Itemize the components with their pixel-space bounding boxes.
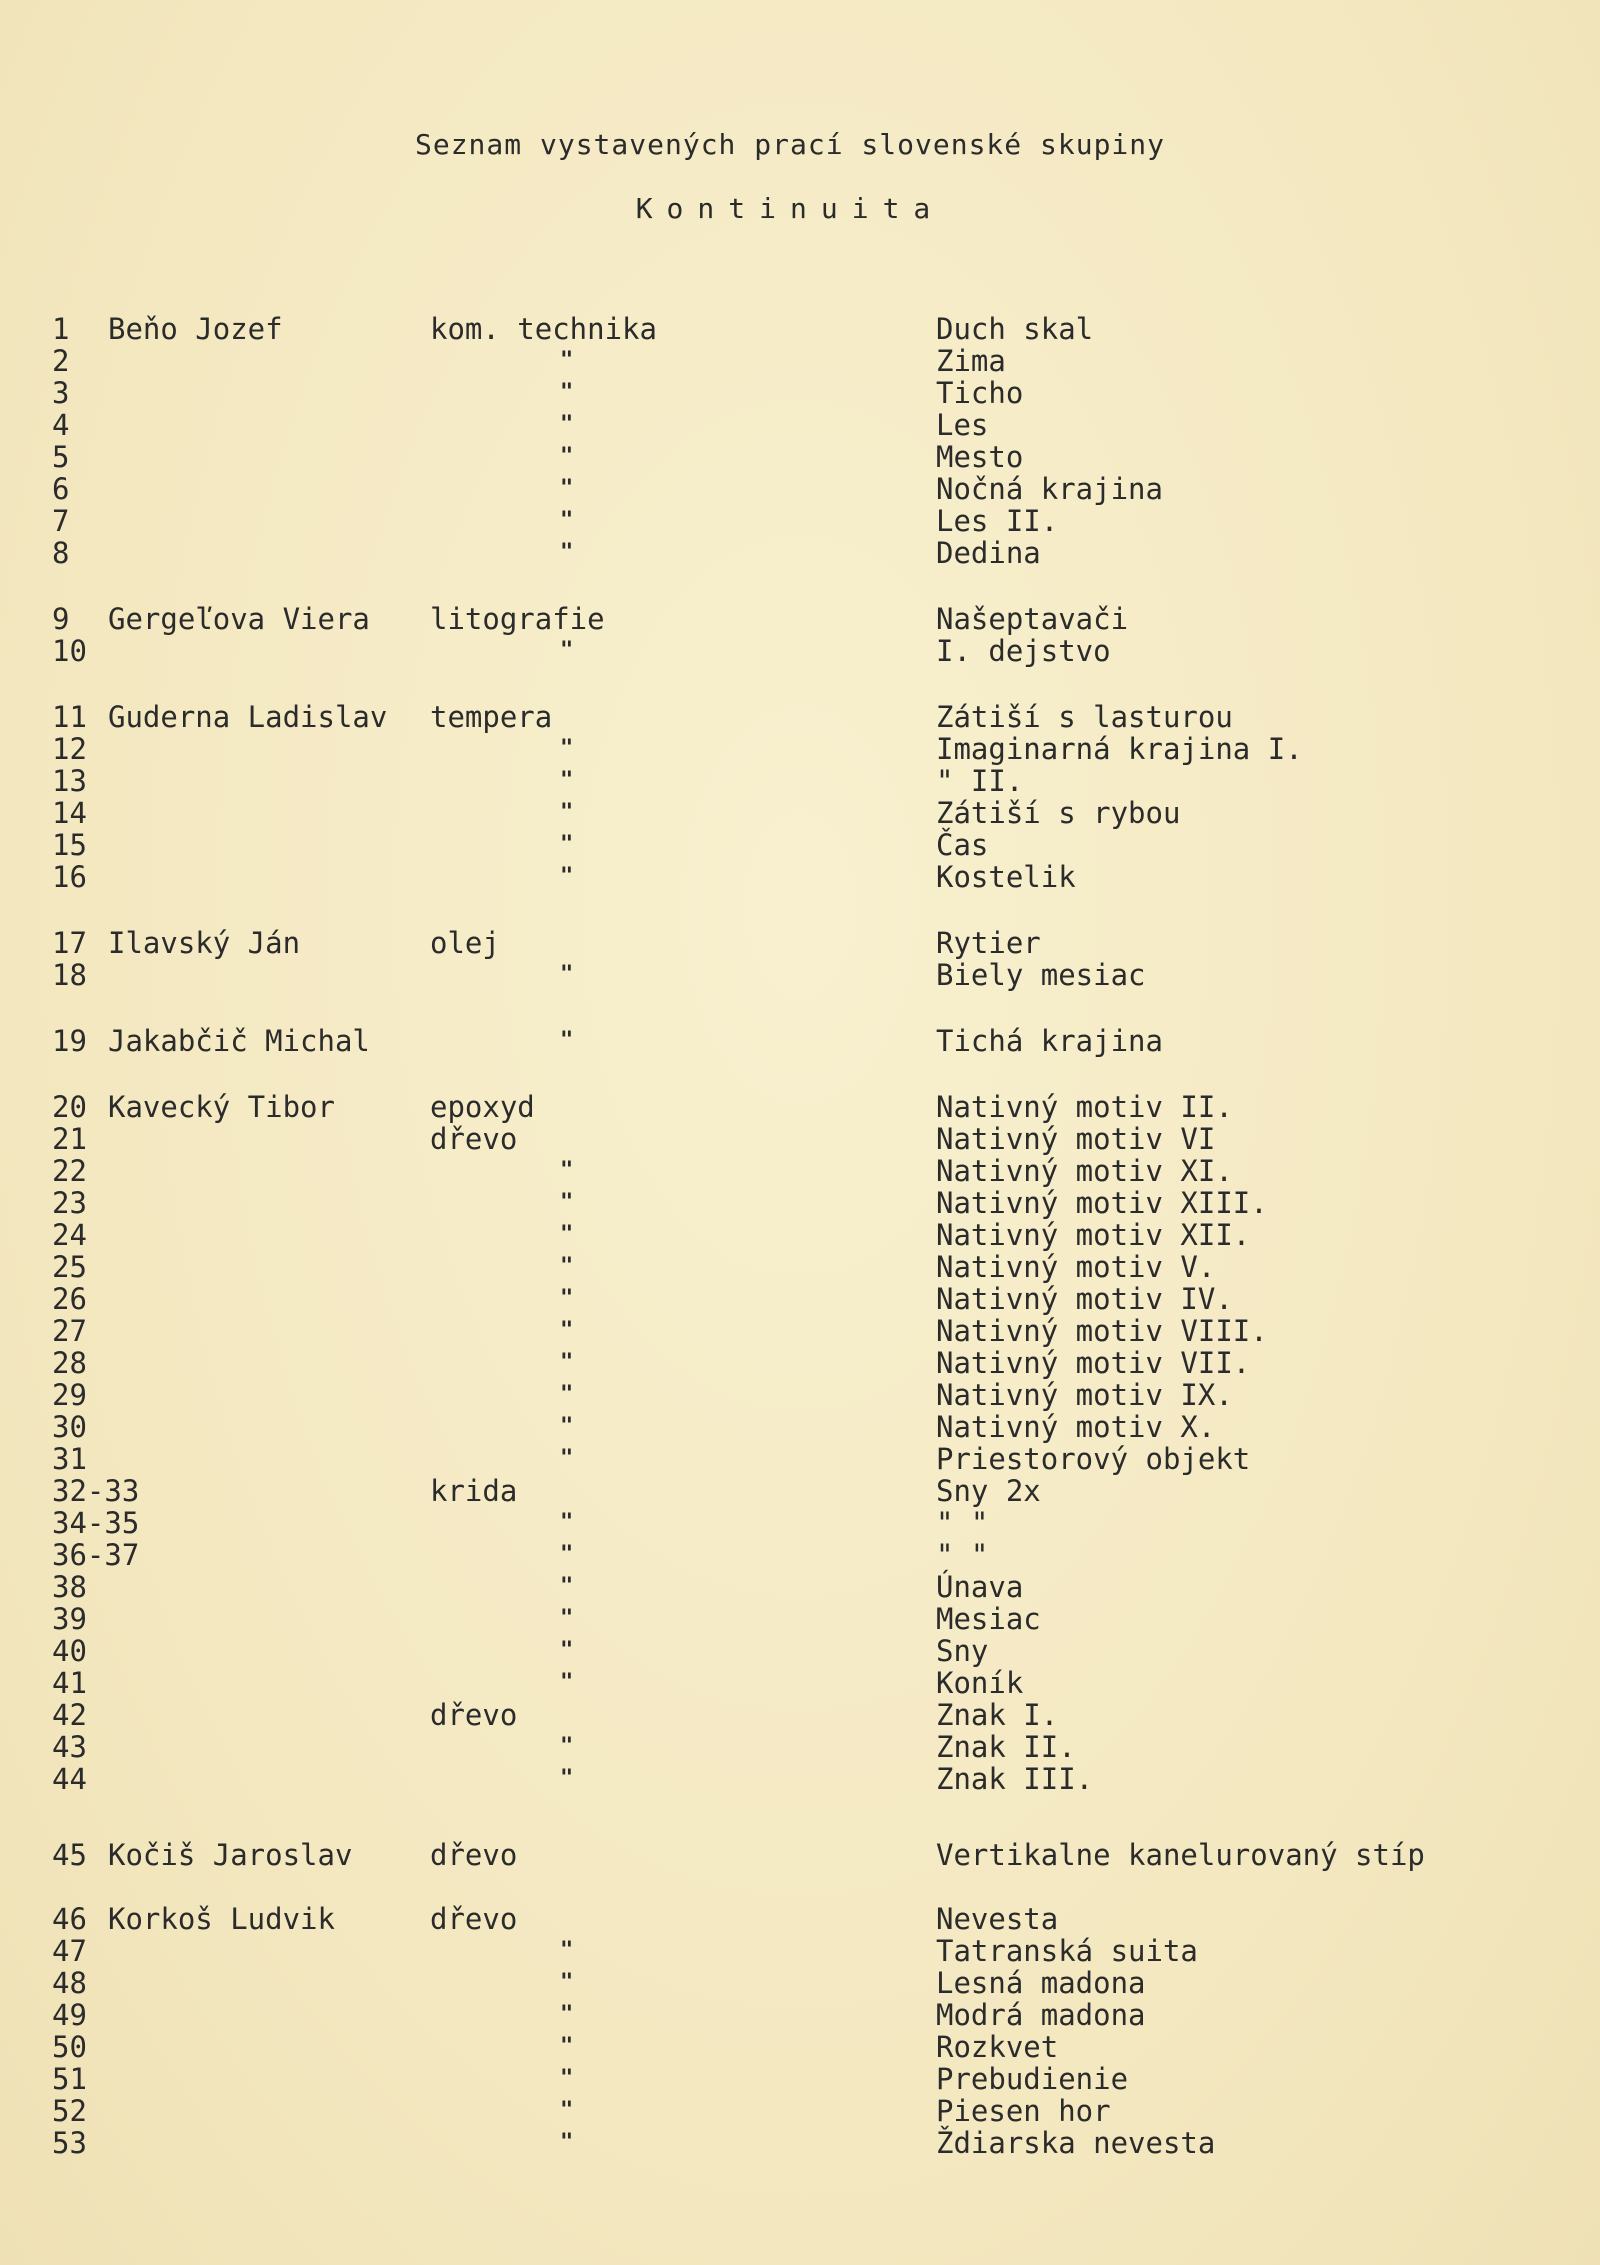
ditto-mark: " <box>560 1318 574 1343</box>
ditto-mark: " <box>560 1350 574 1375</box>
work-title: Zátiší s rybou <box>936 796 1181 830</box>
technique: dřevo <box>430 1698 518 1732</box>
item-number: 5 <box>52 440 70 474</box>
artist-name: Jakabčič Michal <box>108 1024 370 1058</box>
item-number: 42 <box>52 1698 87 1732</box>
work-title: Zátiší s lasturou <box>936 700 1233 734</box>
list-item <box>0 1666 1600 1700</box>
work-title: Modrá madona <box>936 1998 1146 2032</box>
item-number: 44 <box>52 1762 87 1796</box>
list-item <box>0 408 1600 442</box>
item-number: 11 <box>52 700 87 734</box>
list-item <box>0 860 1600 894</box>
artist-name: Guderna Ladislav <box>108 700 388 734</box>
ditto-mark: " <box>560 1970 574 1995</box>
ditto-mark: " <box>560 380 574 405</box>
item-number: 28 <box>52 1346 87 1380</box>
item-number: 15 <box>52 828 87 862</box>
ditto-mark: " <box>560 1414 574 1439</box>
list-item <box>0 1410 1600 1444</box>
ditto-mark: " <box>560 1510 574 1535</box>
list-item <box>0 700 1600 734</box>
list-item <box>0 1998 1600 2032</box>
list-item <box>0 1346 1600 1380</box>
item-number: 40 <box>52 1634 87 1668</box>
list-item <box>0 1090 1600 1124</box>
item-number: 20 <box>52 1090 87 1124</box>
work-title: Nativný motiv XI. <box>936 1154 1233 1188</box>
list-item <box>0 2126 1600 2160</box>
item-number: 16 <box>52 860 87 894</box>
list-item <box>0 764 1600 798</box>
list-item <box>0 1730 1600 1764</box>
list-item <box>0 926 1600 960</box>
ditto-mark: " <box>560 508 574 533</box>
ditto-mark: " <box>560 638 574 663</box>
item-number: 38 <box>52 1570 87 1604</box>
technique: dřevo <box>430 1122 518 1156</box>
list-item <box>0 344 1600 378</box>
list-item <box>0 472 1600 506</box>
ditto-mark: " <box>560 1028 574 1053</box>
ditto-mark: " <box>560 736 574 761</box>
ditto-mark: " <box>560 1542 574 1567</box>
item-number: 21 <box>52 1122 87 1156</box>
work-title: Imaginarná krajina I. <box>936 732 1303 766</box>
list-item <box>0 1282 1600 1316</box>
item-number: 8 <box>52 536 70 570</box>
document-title: Seznam vystavených prací slovenské skupiny <box>414 128 1165 161</box>
list-item <box>0 1378 1600 1412</box>
item-number: 24 <box>52 1218 87 1252</box>
work-title: Dedina <box>936 536 1041 570</box>
work-title: " " <box>936 1538 989 1572</box>
ditto-mark: " <box>560 1190 574 1215</box>
item-number: 50 <box>52 2030 87 2064</box>
item-number: 53 <box>52 2126 87 2160</box>
work-title: Nativný motiv IV. <box>936 1282 1233 1316</box>
ditto-mark: " <box>560 864 574 889</box>
work-title: Tichá krajina <box>936 1024 1163 1058</box>
item-number: 10 <box>52 634 87 668</box>
ditto-mark: " <box>560 800 574 825</box>
list-item <box>0 1506 1600 1540</box>
list-item <box>0 440 1600 474</box>
list-item <box>0 828 1600 862</box>
ditto-mark: " <box>560 962 574 987</box>
work-title: Piesen hor <box>936 2094 1111 2128</box>
list-item <box>0 2094 1600 2128</box>
item-number: 3 <box>52 376 70 410</box>
ditto-mark: " <box>560 1574 574 1599</box>
work-title: Zima <box>936 344 1006 378</box>
ditto-mark: " <box>560 540 574 565</box>
list-item <box>0 2062 1600 2096</box>
ditto-mark: " <box>560 2098 574 2123</box>
list-item <box>0 634 1600 668</box>
item-number: 14 <box>52 796 87 830</box>
item-number: 6 <box>52 472 70 506</box>
work-title: Únava <box>936 1570 1024 1604</box>
item-number: 30 <box>52 1410 87 1444</box>
ditto-mark: " <box>560 1638 574 1663</box>
ditto-mark: " <box>560 444 574 469</box>
work-title: Sny 2x <box>936 1474 1041 1508</box>
ditto-mark: " <box>560 1382 574 1407</box>
ditto-mark: " <box>560 1734 574 1759</box>
item-number: 7 <box>52 504 70 538</box>
list-item <box>0 1762 1600 1796</box>
work-title: " " <box>936 1506 989 1540</box>
list-item <box>0 1218 1600 1252</box>
work-title: Tatranská suita <box>936 1934 1198 1968</box>
work-title: Ždiarska nevesta <box>936 2126 1216 2160</box>
ditto-mark: " <box>560 1938 574 1963</box>
work-title: Nativný motiv VII. <box>936 1346 1251 1380</box>
work-title: Biely mesiac <box>936 958 1146 992</box>
work-title: Nativný motiv XIII. <box>936 1186 1268 1220</box>
technique: tempera <box>430 700 553 734</box>
ditto-mark: " <box>560 1446 574 1471</box>
list-item <box>0 1634 1600 1668</box>
ditto-mark: " <box>560 1286 574 1311</box>
work-title: Čas <box>936 828 989 862</box>
list-item <box>0 1838 1600 1872</box>
list-item <box>0 958 1600 992</box>
technique: kom. technika <box>430 312 657 346</box>
list-item <box>0 732 1600 766</box>
ditto-mark: " <box>560 2130 574 2155</box>
item-number: 41 <box>52 1666 87 1700</box>
work-title: Našeptavači <box>936 602 1129 636</box>
item-number: 31 <box>52 1442 87 1476</box>
list-item <box>0 796 1600 830</box>
item-number: 32-33 <box>52 1474 140 1508</box>
work-title: Sny <box>936 1634 989 1668</box>
item-number: 43 <box>52 1730 87 1764</box>
list-item <box>0 1314 1600 1348</box>
work-title: Nevesta <box>936 1902 1059 1936</box>
ditto-mark: " <box>560 2034 574 2059</box>
list-item <box>0 1698 1600 1732</box>
item-number: 46 <box>52 1902 87 1936</box>
work-title: Ticho <box>936 376 1024 410</box>
item-number: 18 <box>52 958 87 992</box>
ditto-mark: " <box>560 1606 574 1631</box>
artist-name: Kavecký Tibor <box>108 1090 335 1124</box>
ditto-mark: " <box>560 476 574 501</box>
work-title: Les <box>936 408 989 442</box>
work-title: Prebudienie <box>936 2062 1129 2096</box>
list-item <box>0 1902 1600 1936</box>
list-item <box>0 1538 1600 1572</box>
list-item <box>0 1934 1600 1968</box>
list-item <box>0 602 1600 636</box>
document-subtitle: Kontinuita <box>635 192 945 225</box>
work-title: Nativný motiv XII. <box>936 1218 1251 1252</box>
work-title: Rytier <box>936 926 1041 960</box>
work-title: Nočná krajina <box>936 472 1163 506</box>
item-number: 48 <box>52 1966 87 2000</box>
technique: dřevo <box>430 1838 518 1872</box>
work-title: Znak III. <box>936 1762 1094 1796</box>
artist-name: Ilavský Ján <box>108 926 301 960</box>
work-title: " II. <box>936 764 1024 798</box>
work-title: Lesná madona <box>936 1966 1146 2000</box>
ditto-mark: " <box>560 1670 574 1695</box>
list-item <box>0 536 1600 570</box>
work-title: Duch skal <box>936 312 1094 346</box>
list-item <box>0 1570 1600 1604</box>
list-item <box>0 312 1600 346</box>
ditto-mark: " <box>560 832 574 857</box>
list-item <box>0 504 1600 538</box>
list-item <box>0 1442 1600 1476</box>
list-item <box>0 376 1600 410</box>
item-number: 49 <box>52 1998 87 2032</box>
item-number: 29 <box>52 1378 87 1412</box>
work-title: Koník <box>936 1666 1024 1700</box>
item-number: 26 <box>52 1282 87 1316</box>
item-number: 12 <box>52 732 87 766</box>
work-title: Nativný motiv II. <box>936 1090 1233 1124</box>
item-number: 1 <box>52 312 70 346</box>
item-number: 52 <box>52 2094 87 2128</box>
list-item <box>0 1250 1600 1284</box>
list-item <box>0 1602 1600 1636</box>
work-title: Mesto <box>936 440 1024 474</box>
list-item <box>0 2030 1600 2064</box>
list-item <box>0 1154 1600 1188</box>
artist-name: Kočiš Jaroslav <box>108 1838 353 1872</box>
ditto-mark: " <box>560 412 574 437</box>
work-title: Kostelik <box>936 860 1076 894</box>
artist-name: Gergeľova Viera <box>108 602 370 636</box>
item-number: 27 <box>52 1314 87 1348</box>
work-title: Nativný motiv IX. <box>936 1378 1233 1412</box>
ditto-mark: " <box>560 1158 574 1183</box>
item-number: 2 <box>52 344 70 378</box>
work-title: Znak I. <box>936 1698 1059 1732</box>
work-title: Nativný motiv V. <box>936 1250 1216 1284</box>
ditto-mark: " <box>560 1222 574 1247</box>
list-item <box>0 1186 1600 1220</box>
technique: litografie <box>430 602 605 636</box>
item-number: 19 <box>52 1024 87 1058</box>
work-title: Nativný motiv X. <box>936 1410 1216 1444</box>
ditto-mark: " <box>560 1766 574 1791</box>
item-number: 45 <box>52 1838 87 1872</box>
technique: krida <box>430 1474 518 1508</box>
item-number: 47 <box>52 1934 87 1968</box>
item-number: 51 <box>52 2062 87 2096</box>
work-title: Vertikalne kanelurovaný stíp <box>936 1838 1425 1872</box>
artist-name: Korkoš Ludvik <box>108 1902 335 1936</box>
work-title: Nativný motiv VIII. <box>936 1314 1268 1348</box>
technique: olej <box>430 926 500 960</box>
ditto-mark: " <box>560 2066 574 2091</box>
item-number: 39 <box>52 1602 87 1636</box>
ditto-mark: " <box>560 348 574 373</box>
ditto-mark: " <box>560 1254 574 1279</box>
item-number: 22 <box>52 1154 87 1188</box>
work-title: Rozkvet <box>936 2030 1059 2064</box>
ditto-mark: " <box>560 2002 574 2027</box>
list-item <box>0 1024 1600 1058</box>
item-number: 17 <box>52 926 87 960</box>
work-title: Nativný motiv VI <box>936 1122 1216 1156</box>
work-title: Mesiac <box>936 1602 1041 1636</box>
item-number: 9 <box>52 602 70 636</box>
list-item <box>0 1474 1600 1508</box>
item-number: 36-37 <box>52 1538 140 1572</box>
ditto-mark: " <box>560 768 574 793</box>
work-title: Priestorový objekt <box>936 1442 1251 1476</box>
item-number: 34-35 <box>52 1506 140 1540</box>
list-item <box>0 1966 1600 2000</box>
item-number: 13 <box>52 764 87 798</box>
work-title: Znak II. <box>936 1730 1076 1764</box>
work-title: I. dejstvo <box>936 634 1111 668</box>
technique: epoxyd <box>430 1090 535 1124</box>
work-title: Les II. <box>936 504 1059 538</box>
item-number: 4 <box>52 408 70 442</box>
technique: dřevo <box>430 1902 518 1936</box>
artist-name: Beňo Jozef <box>108 312 283 346</box>
item-number: 23 <box>52 1186 87 1220</box>
list-item <box>0 1122 1600 1156</box>
item-number: 25 <box>52 1250 87 1284</box>
